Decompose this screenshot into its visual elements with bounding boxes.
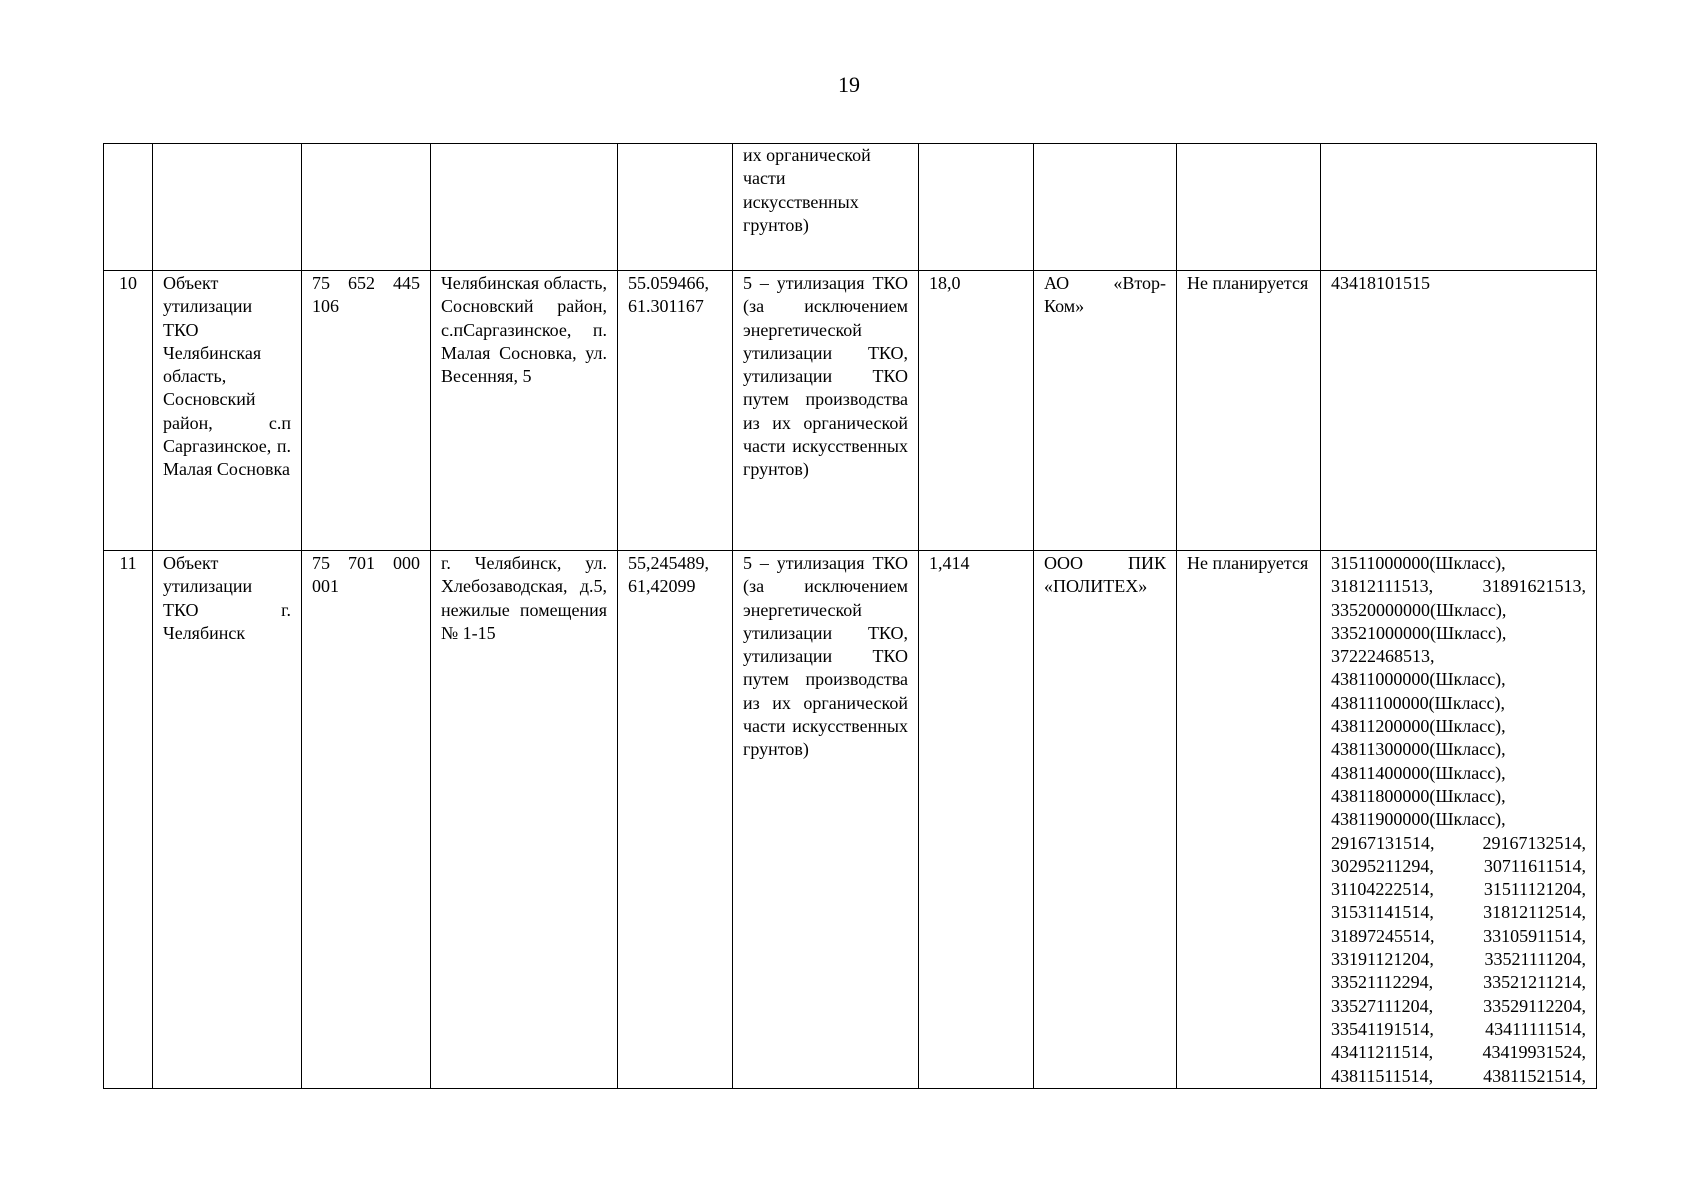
waste-code-line: 37222468513, — [1331, 646, 1435, 667]
waste-code-line: 30295211294, 30711611514, — [1331, 855, 1586, 876]
waste-code-line: 33541191514, 43411111514, — [1331, 1018, 1586, 1039]
cell-coords — [618, 144, 733, 271]
waste-code-line: 43811100000(Шкласс), — [1331, 692, 1506, 713]
method-line: части — [743, 168, 786, 189]
processing-method: 5 – утилизация ТКО (за исключением энергетической утилизации ТКО, утилизации ТКО путем производства из их органической части искусственных грунтов) — [733, 271, 919, 551]
object-capacity: 1,414 — [919, 551, 1034, 1089]
waste-code-line: 33521000000(Шкласс), — [1331, 622, 1507, 643]
waste-code-line: 33191121204, 33521111204, — [1331, 949, 1586, 970]
waste-code-line: 33520000000(Шкласс), — [1331, 599, 1507, 620]
processing-method: 5 – утилизация ТКО (за исключением энергетической утилизации ТКО, утилизации ТКО путем производства из их органической части искусственных грунтов) — [733, 551, 919, 1089]
planned-changes: Не планируется — [1177, 271, 1321, 551]
method-line: искусственных — [743, 191, 859, 212]
method-line: их органической — [743, 145, 871, 165]
table-row — [104, 271, 1597, 551]
table-row — [104, 551, 1597, 1089]
waste-code-line: 31104222514, 31511121204, — [1331, 879, 1586, 900]
continuation-row — [104, 144, 1597, 271]
page-number: 19 — [838, 72, 860, 97]
row-number: 10 — [104, 271, 153, 551]
waste-code-line: 31511000000(Шкласс), — [1331, 553, 1506, 573]
waste-code-line: 29167131514, 29167132514, — [1331, 832, 1586, 853]
waste-code-line: 43811800000(Шкласс), — [1331, 785, 1506, 806]
cell-codes — [1321, 144, 1597, 271]
waste-codes — [1321, 551, 1597, 1089]
object-capacity: 18,0 — [919, 271, 1034, 551]
cell-num — [104, 144, 153, 271]
object-name: Объект утилизации ТКО г. Челябинск — [153, 551, 302, 1089]
waste-facilities-table — [103, 143, 1597, 1089]
cell-oktmo — [302, 144, 431, 271]
waste-code-line: 43811000000(Шкласс), — [1331, 669, 1506, 690]
waste-code-line: 43418101515 — [1331, 273, 1430, 293]
planned-changes: Не планируется — [1177, 551, 1321, 1089]
object-address: г. Челябинск, ул. Хлебозаводская, д.5, нежилые помещения № 1-15 — [431, 551, 618, 1089]
waste-code-line: 43411211514, 43419931524, — [1331, 1042, 1586, 1063]
waste-code-line: 31812111513, 31891621513, — [1331, 576, 1586, 597]
waste-code-line: 43811400000(Шкласс), — [1331, 762, 1506, 783]
cell-capacity — [919, 144, 1034, 271]
waste-code-line: 31531141514, 31812112514, — [1331, 902, 1586, 923]
waste-code-line: 33527111204, 33529112204, — [1331, 995, 1586, 1016]
cell-method — [733, 144, 919, 271]
object-coordinates: 55.059466, 61.301167 — [618, 271, 733, 551]
waste-code-line: 43811200000(Шкласс), — [1331, 716, 1506, 737]
oktmo-code: 75 652 445 106 — [302, 271, 431, 551]
operator-name: ООО ПИК «ПОЛИТЕХ» — [1034, 551, 1177, 1089]
row-number: 11 — [104, 551, 153, 1089]
waste-code-line: 33521112294, 33521211214, — [1331, 972, 1586, 993]
cell-plans — [1177, 144, 1321, 271]
object-address: Челябинская область, Сосновский район, с.пСаргазинское, п. Малая Сосновка, ул. Весенняя, 5 — [431, 271, 618, 551]
waste-code-line: 43811300000(Шкласс), — [1331, 739, 1506, 760]
waste-codes — [1321, 271, 1597, 551]
operator-name: АО «Втор-Ком» — [1034, 271, 1177, 551]
cell-name — [153, 144, 302, 271]
method-line: грунтов) — [743, 214, 809, 235]
waste-code-list — [1331, 552, 1586, 1088]
waste-code-line: 31897245514, 33105911514, — [1331, 925, 1586, 946]
waste-code-line: 43811900000(Шкласс), — [1331, 809, 1506, 830]
cell-operator — [1034, 144, 1177, 271]
cell-address — [431, 144, 618, 271]
waste-code-line: 43811511514, 43811521514, — [1331, 1065, 1586, 1086]
object-coordinates: 55,245489, 61,42099 — [618, 551, 733, 1089]
object-name: Объект утилизации ТКО Челябинская область, Сосновский район, с.п Саргазинское, п. Малая Сосновка — [153, 271, 302, 551]
oktmo-code: 75 701 000 001 — [302, 551, 431, 1089]
